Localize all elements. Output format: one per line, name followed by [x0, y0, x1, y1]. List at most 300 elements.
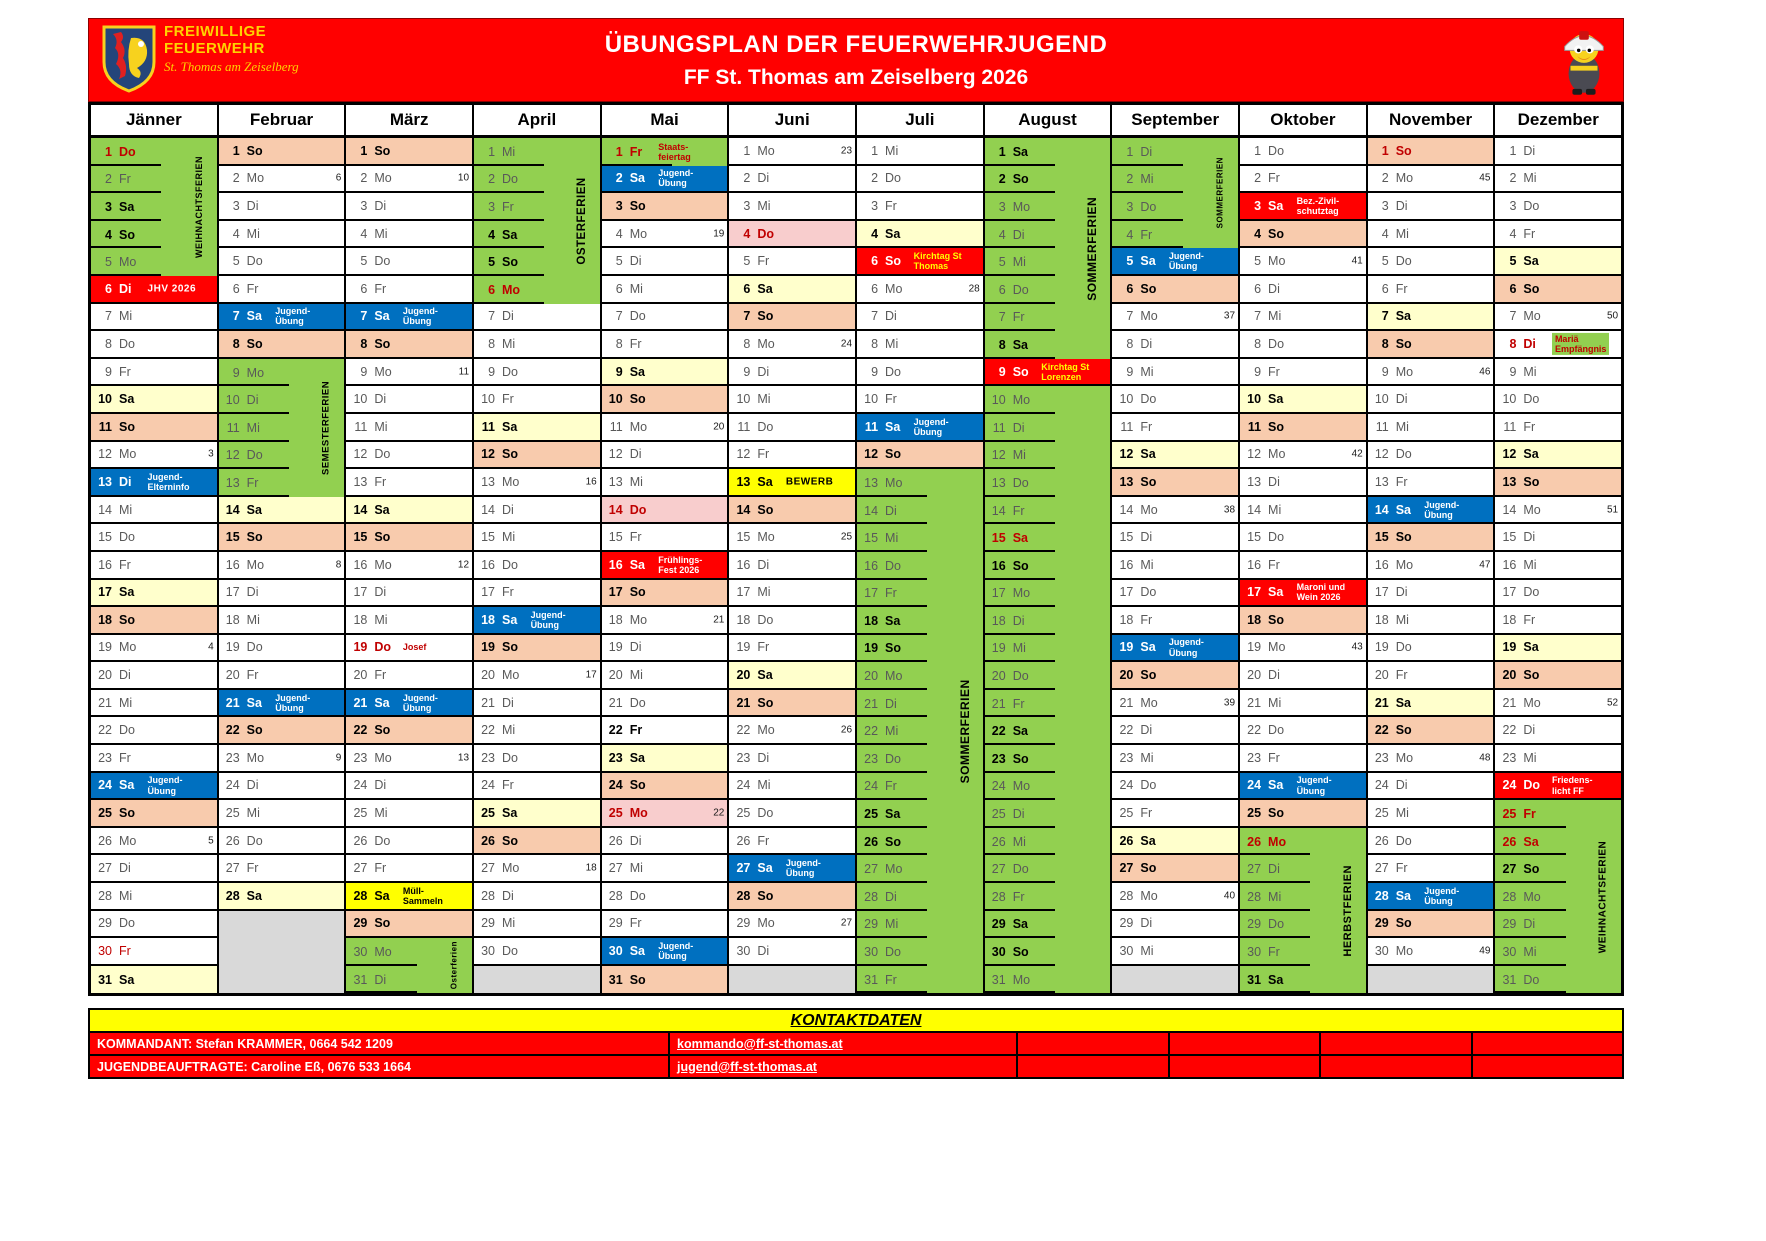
event-label: Jugend- Übung [275, 306, 311, 327]
empty-day-cell [729, 966, 855, 994]
header-band [88, 18, 1624, 102]
day-cell [857, 442, 983, 470]
weekday-label: Sa [119, 392, 135, 407]
day-cell [602, 497, 728, 525]
weekday-label: Fr [1012, 696, 1025, 711]
day-cell [1240, 607, 1366, 635]
weekday-label: Mi [502, 916, 516, 931]
empty-cell [1170, 1056, 1322, 1077]
day-cell [729, 800, 855, 828]
day-cell [602, 524, 728, 552]
day-number: 25 [98, 806, 112, 821]
day-number: 24 [98, 778, 112, 793]
weekday-label: Fr [246, 281, 259, 296]
day-number: 4 [232, 226, 240, 241]
day-number: 19 [1374, 640, 1389, 655]
weekday-label: Sa [1012, 531, 1028, 546]
day-number: 24 [1119, 778, 1134, 793]
day-cell [474, 800, 600, 828]
weekday-label: Di [119, 668, 131, 683]
weekday-label: Sa [629, 364, 645, 379]
day-number: 15 [991, 531, 1006, 546]
day-number: 18 [864, 613, 879, 628]
weekday-label: So [1140, 281, 1157, 296]
weekday-label: Sa [246, 695, 262, 710]
weekday-label: Fr [629, 916, 642, 931]
day-cell [1240, 386, 1366, 414]
day-number: 17 [608, 585, 623, 600]
day-cell [474, 414, 600, 442]
day-number: 21 [991, 696, 1006, 711]
day-cell [602, 442, 728, 470]
day-number: 16 [353, 557, 368, 572]
day-cell [602, 193, 728, 221]
month-header: September [1112, 105, 1238, 138]
weekday-label: Mi [1268, 309, 1282, 324]
week-number: 22 [713, 807, 725, 819]
day-number: 19 [353, 640, 368, 655]
weekday-label: Mo [1523, 502, 1541, 517]
day-number: 9 [998, 364, 1006, 379]
month-header: Juli [857, 105, 983, 138]
month-column-jänner [91, 105, 219, 993]
day-cell [1495, 276, 1621, 304]
day-cell [1240, 662, 1366, 690]
kommandant-info: KOMMANDANT: Stefan KRAMMER, 0664 542 1209 [90, 1033, 670, 1054]
day-cell [1112, 497, 1238, 525]
weekday-label: Mi [502, 723, 516, 738]
weekday-label: Di [757, 364, 770, 379]
day-cell [474, 938, 600, 966]
day-cell [346, 773, 472, 801]
day-number: 2 [360, 171, 368, 186]
day-number: 27 [991, 862, 1006, 877]
week-number: 9 [335, 752, 342, 764]
weekday-label: So [119, 227, 135, 242]
day-number: 5 [615, 254, 623, 269]
weekday-label: Fr [885, 972, 897, 987]
day-cell [729, 276, 855, 304]
month-column-dezember [1495, 105, 1621, 993]
weekday-label: Sa [1012, 337, 1028, 352]
day-number: 17 [1247, 585, 1262, 600]
weekday-label: Mo [1140, 695, 1158, 710]
week-number: 12 [457, 559, 470, 571]
day-cell [857, 386, 983, 414]
day-cell [1112, 524, 1238, 552]
day-cell [1112, 248, 1238, 276]
event-label: BEWERB [785, 476, 834, 488]
weekday-label: Mi [1012, 834, 1026, 849]
day-cell [1112, 717, 1238, 745]
day-cell [602, 331, 728, 359]
day-cell [91, 690, 217, 718]
day-cell [1368, 359, 1494, 387]
day-number: 14 [225, 502, 240, 517]
day-cell [1112, 552, 1238, 580]
day-number: 6 [488, 282, 496, 297]
day-cell [91, 552, 217, 580]
day-cell [91, 938, 217, 966]
day-number: 7 [105, 309, 112, 324]
weekday-label: Fr [757, 640, 770, 655]
day-cell [857, 138, 983, 166]
weekday-label: So [246, 336, 263, 351]
day-cell [1112, 800, 1238, 828]
weekday-label: Do [1012, 282, 1029, 297]
day-cell [985, 773, 1111, 801]
weekday-label: Do [1140, 199, 1157, 214]
day-cell [1495, 221, 1621, 249]
weekday-label: Fr [1395, 474, 1408, 489]
weekday-label: Fr [1523, 612, 1536, 627]
empty-cell [1321, 1056, 1473, 1077]
day-number: 10 [736, 392, 751, 407]
week-number: 21 [713, 614, 725, 626]
day-number: 23 [353, 750, 368, 765]
day-cell [985, 662, 1111, 690]
weekday-label: Di [1268, 281, 1280, 296]
day-number: 12 [353, 447, 368, 462]
day-cell [346, 414, 472, 442]
weekday-label: So [1012, 364, 1029, 379]
weekday-label: Sa [374, 502, 390, 517]
weekday-label: Fr [1140, 227, 1153, 242]
day-cell [1368, 938, 1494, 966]
weekday-label: Mo [1395, 364, 1414, 379]
day-cell [91, 635, 217, 663]
day-number: 18 [1502, 612, 1517, 627]
day-number: 29 [1502, 917, 1517, 932]
weekday-label: So [1523, 474, 1540, 489]
day-cell [1368, 386, 1494, 414]
weekday-label: So [119, 806, 135, 821]
day-cell [1112, 855, 1238, 883]
day-cell [1112, 911, 1238, 939]
empty-cell [1473, 1056, 1623, 1077]
weekday-label: Mo [119, 833, 137, 848]
weekday-label: Do [374, 833, 391, 848]
weekday-label: Fr [757, 447, 770, 462]
day-number: 22 [481, 723, 496, 738]
weekday-label: Do [119, 144, 136, 159]
day-cell [474, 552, 600, 580]
day-number: 21 [1119, 695, 1134, 710]
day-number: 11 [1375, 419, 1389, 434]
day-cell [346, 635, 472, 663]
weekday-label: Mo [1012, 586, 1031, 601]
day-cell [346, 166, 472, 194]
day-number: 30 [1374, 944, 1389, 959]
weekday-label: Di [1140, 723, 1153, 738]
weekday-label: Do [502, 557, 518, 572]
day-number: 3 [105, 199, 112, 214]
day-cell [91, 304, 217, 332]
day-number: 8 [488, 336, 496, 351]
day-cell [985, 800, 1111, 828]
day-number: 22 [864, 724, 879, 739]
day-cell [1112, 662, 1238, 690]
day-number: 5 [105, 255, 112, 270]
weekday-label: Do [629, 502, 647, 517]
weekday-label: Mi [1268, 695, 1282, 710]
weekday-label: Mo [629, 806, 648, 821]
day-number: 24 [1374, 778, 1389, 793]
day-number: 26 [736, 833, 751, 848]
day-cell [602, 248, 728, 276]
weekday-label: Sa [1523, 640, 1539, 655]
day-cell [1368, 166, 1494, 194]
day-cell [219, 580, 345, 608]
jugend-email-link[interactable]: jugend@ff-st-thomas.at [677, 1059, 817, 1074]
day-cell [346, 855, 472, 883]
day-number: 10 [98, 392, 112, 407]
day-number: 15 [1502, 530, 1517, 545]
week-number: 10 [457, 172, 470, 184]
weekday-label: Do [1395, 640, 1412, 655]
day-cell [346, 331, 472, 359]
day-number: 27 [225, 861, 240, 876]
weekday-label: Fr [1012, 503, 1025, 518]
day-cell [91, 662, 217, 690]
weekday-label: Do [629, 309, 646, 324]
day-number: 1 [488, 144, 496, 159]
day-cell [985, 607, 1111, 635]
day-number: 3 [998, 199, 1006, 214]
day-cell [346, 883, 472, 911]
weekday-label: Mo [1523, 695, 1541, 710]
weekday-label: Di [885, 889, 897, 904]
day-cell [1368, 442, 1494, 470]
day-number: 20 [1374, 668, 1389, 683]
day-cell [602, 552, 728, 580]
weekday-label: Fr [885, 586, 897, 601]
weekday-label: Mo [1012, 393, 1031, 408]
day-cell [602, 773, 728, 801]
weekday-label: Di [885, 503, 897, 518]
weekday-label: Sa [885, 419, 901, 434]
day-cell [1495, 386, 1621, 414]
weekday-label: Di [374, 198, 387, 213]
weekday-label: Fr [1523, 419, 1536, 434]
day-cell [1240, 635, 1366, 663]
weekday-label: Mi [502, 336, 516, 351]
day-number: 20 [1247, 668, 1262, 683]
week-number: 39 [1223, 697, 1236, 709]
weekday-label: So [757, 695, 774, 710]
weekday-label: So [885, 641, 902, 656]
weekday-label: Mo [1268, 640, 1286, 655]
day-cell [985, 524, 1111, 552]
day-number: 2 [1254, 171, 1262, 186]
day-cell [1240, 717, 1366, 745]
weekday-label: Sa [885, 807, 901, 822]
day-cell [91, 442, 217, 470]
day-number: 19 [608, 640, 623, 655]
day-number: 4 [1509, 226, 1517, 241]
day-number: 12 [991, 448, 1006, 463]
day-number: 1 [615, 144, 623, 159]
day-number: 3 [488, 199, 496, 214]
day-cell [1368, 690, 1494, 718]
day-number: 10 [1247, 392, 1262, 407]
weekday-label: Fr [1268, 557, 1280, 572]
day-number: 18 [736, 612, 751, 627]
day-cell [729, 221, 855, 249]
weekday-label: So [374, 916, 391, 931]
day-number: 16 [1119, 557, 1134, 572]
day-number: 22 [225, 723, 240, 738]
weekday-label: Mi [1523, 750, 1537, 765]
day-cell [91, 911, 217, 939]
day-cell [346, 386, 472, 414]
day-number: 14 [1247, 502, 1262, 517]
day-cell [729, 524, 855, 552]
weekday-label: Fr [1268, 945, 1280, 960]
day-cell [602, 966, 728, 994]
weekday-label: Di [757, 750, 770, 765]
day-number: 30 [991, 945, 1006, 960]
day-number: 26 [481, 833, 496, 848]
day-number: 8 [871, 336, 879, 351]
day-number: 11 [1247, 419, 1262, 434]
day-number: 27 [1119, 861, 1134, 876]
day-cell [1368, 635, 1494, 663]
day-cell [1495, 580, 1621, 608]
weekday-label: Di [1523, 530, 1536, 545]
month-column-oktober [1240, 105, 1368, 993]
weekday-label: Mi [502, 144, 516, 159]
day-cell [1495, 442, 1621, 470]
day-cell [857, 193, 983, 221]
day-cell [1495, 193, 1621, 221]
day-number: 28 [225, 888, 240, 903]
weekday-label: Sa [629, 557, 645, 572]
weekday-label: Sa [1268, 392, 1284, 407]
day-number: 28 [481, 888, 496, 903]
weekday-label: Di [502, 695, 514, 710]
day-number: 12 [1247, 447, 1262, 462]
day-number: 7 [1254, 309, 1262, 324]
day-number: 21 [481, 695, 496, 710]
weekday-label: Sa [1140, 447, 1156, 462]
day-number: 5 [1381, 254, 1389, 269]
day-cell [1240, 276, 1366, 304]
weekday-label: Fr [502, 199, 514, 214]
day-cell [1368, 855, 1494, 883]
day-cell [729, 635, 855, 663]
weekday-label: Di [1395, 392, 1408, 407]
event-label: Jugend- Übung [1296, 775, 1332, 796]
month-header: November [1368, 105, 1494, 138]
day-number: 25 [864, 807, 879, 822]
weekday-label: Fr [374, 668, 387, 683]
day-cell [91, 359, 217, 387]
day-cell [346, 497, 472, 525]
day-cell [219, 193, 345, 221]
day-cell [474, 855, 600, 883]
ferien-label: WEIHNACHTSFERIEN [193, 156, 204, 258]
day-number: 1 [998, 144, 1006, 159]
day-cell [91, 966, 217, 994]
day-cell [219, 524, 345, 552]
event-label: Jugend- Übung [147, 775, 183, 796]
day-cell [474, 828, 600, 856]
ferien-label: SEMESTERFERIEN [320, 380, 332, 475]
day-cell [729, 911, 855, 939]
day-number: 8 [1126, 336, 1134, 351]
day-cell [985, 497, 1111, 525]
weekday-label: Mo [502, 668, 520, 683]
weekday-label: Mi [246, 226, 260, 241]
weekday-label: Sa [629, 171, 645, 186]
day-number: 18 [1247, 612, 1262, 627]
day-number: 21 [736, 695, 751, 710]
weekday-label: Sa [757, 474, 773, 489]
weekday-label: Do [374, 254, 391, 269]
weekday-label: Mi [1140, 557, 1154, 572]
day-cell [1495, 524, 1621, 552]
weekday-label: Di [1395, 778, 1408, 793]
day-cell [1368, 828, 1494, 856]
weekday-label: Fr [502, 392, 514, 407]
weekday-label: Di [374, 778, 387, 793]
day-cell [729, 552, 855, 580]
month-days [602, 138, 728, 993]
day-number: 6 [360, 281, 368, 296]
day-cell [857, 304, 983, 332]
day-number: 15 [98, 530, 112, 545]
day-number: 5 [232, 254, 240, 269]
weekday-label: Mi [1268, 502, 1282, 517]
day-number: 23 [98, 750, 112, 765]
weekday-label: Do [757, 419, 774, 434]
day-number: 7 [998, 310, 1006, 325]
day-cell [1495, 166, 1621, 194]
day-number: 19 [98, 640, 112, 655]
day-number: 12 [1374, 447, 1389, 462]
day-cell [474, 717, 600, 745]
day-cell [1240, 331, 1366, 359]
day-cell [729, 745, 855, 773]
day-number: 28 [1374, 888, 1389, 903]
month-column-august [985, 105, 1113, 993]
kommando-email-link[interactable]: kommando@ff-st-thomas.at [677, 1036, 843, 1051]
day-number: 3 [1381, 198, 1389, 213]
weekday-label: Mi [757, 392, 771, 407]
day-number: 12 [225, 448, 240, 463]
weekday-label: Mo [1523, 889, 1541, 904]
week-number: 50 [1606, 310, 1619, 322]
day-cell [729, 607, 855, 635]
mascot-image [1557, 23, 1611, 102]
day-number: 22 [353, 723, 368, 738]
day-number: 8 [1254, 336, 1262, 351]
weekday-label: So [502, 640, 518, 655]
day-number: 10 [481, 392, 496, 407]
weekday-label: Di [246, 393, 259, 408]
day-number: 1 [360, 143, 368, 158]
day-cell [602, 911, 728, 939]
day-cell [474, 359, 600, 387]
weekday-label: Mo [502, 861, 520, 876]
day-number: 10 [1374, 392, 1389, 407]
day-number: 19 [1247, 640, 1262, 655]
day-cell [1112, 469, 1238, 497]
day-number: 26 [1374, 833, 1389, 848]
weekday-label: Mi [1395, 806, 1409, 821]
day-cell [1368, 497, 1494, 525]
